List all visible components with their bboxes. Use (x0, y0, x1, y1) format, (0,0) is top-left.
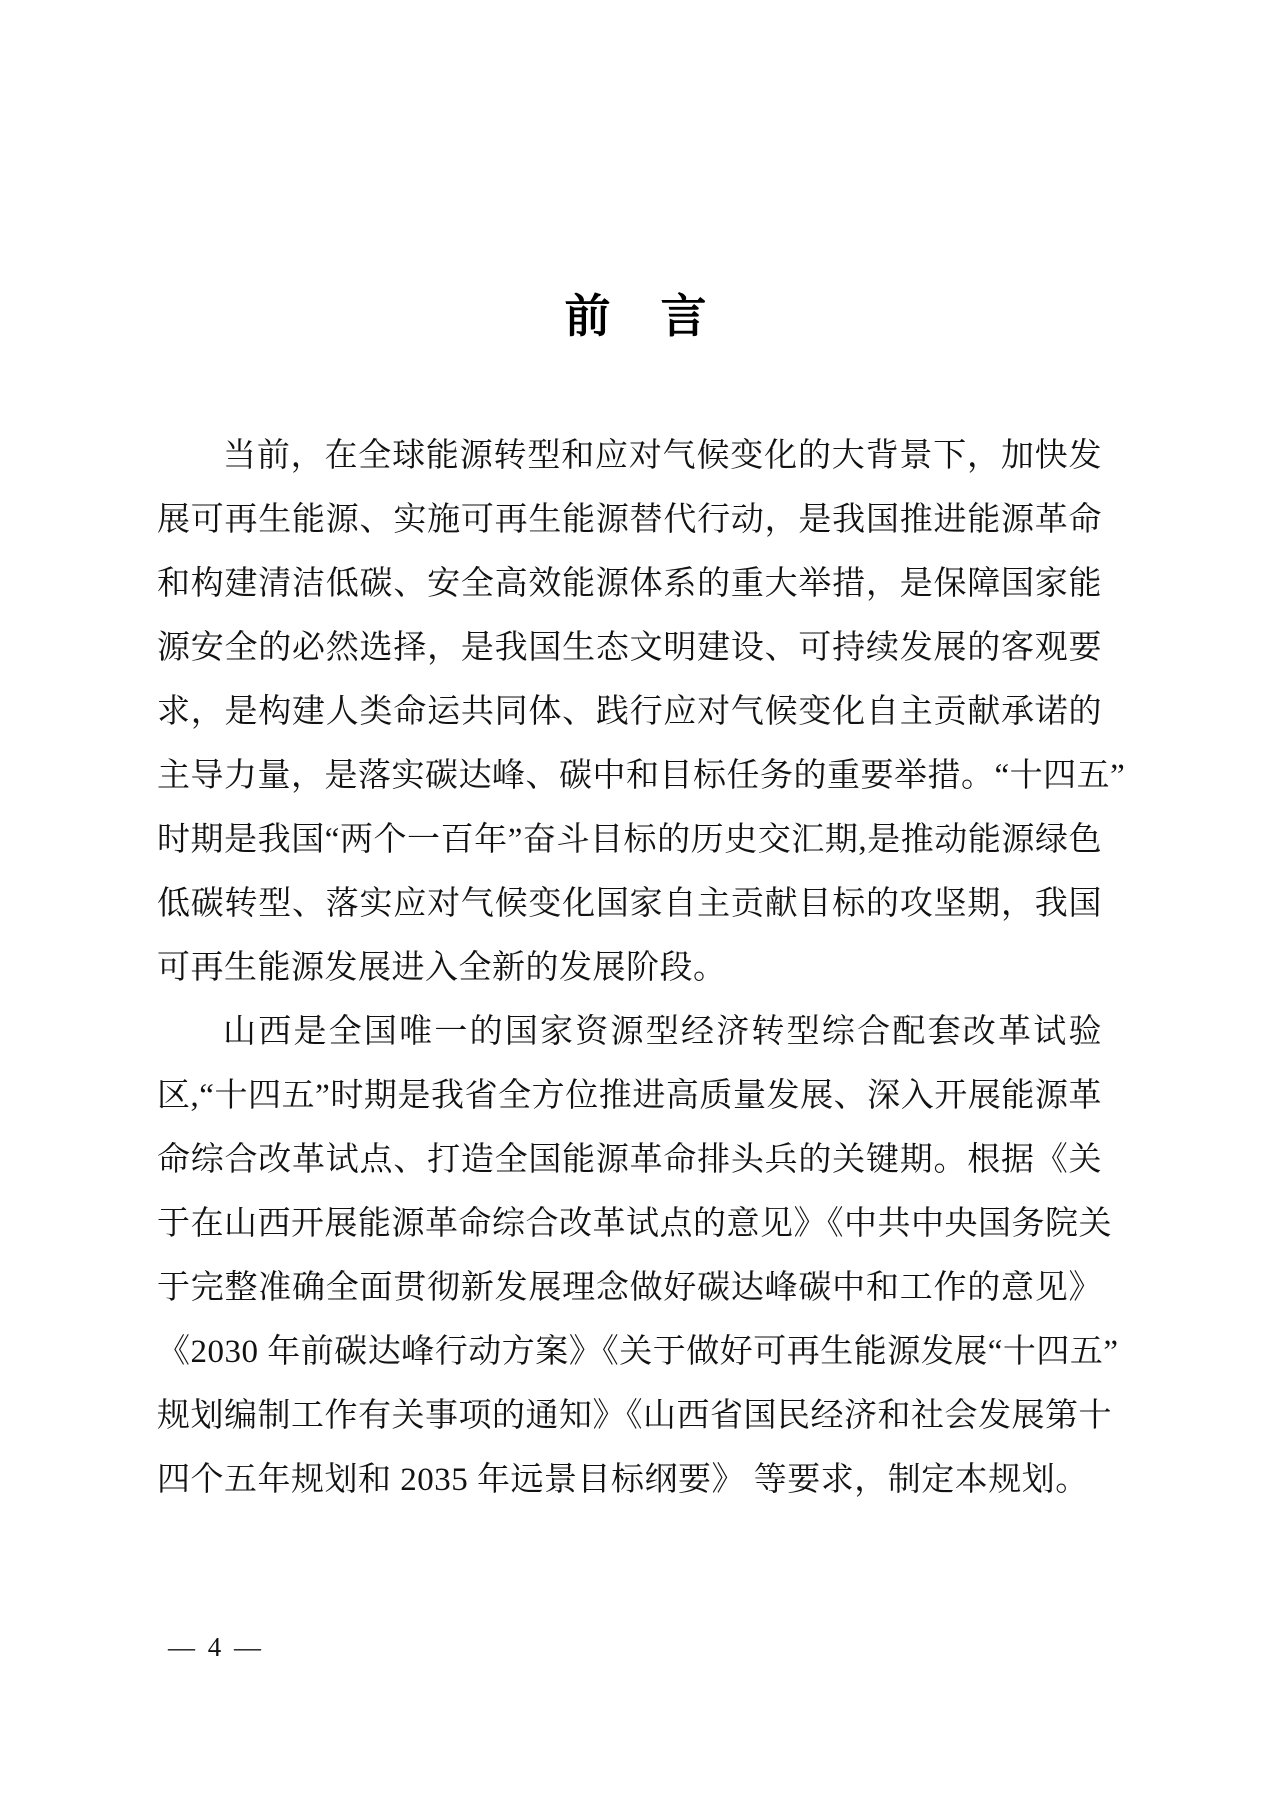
text-line: 可再生能源发展进入全新的发展阶段。 (157, 950, 727, 986)
text-line: 《2030 年前碳达峰行动方案》《关于做好可再生能源发展“十四五” (157, 1334, 1119, 1370)
text-line: 山西是全国唯一的国家资源型经济转型综合配套改革试验 (223, 1014, 1102, 1050)
text-line: 求，是构建人类命运共同体、践行应对气候变化自主贡献承诺的 (157, 694, 1102, 730)
page-title: 前 言 (564, 290, 709, 342)
text-line: 区,“十四五”时期是我省全方位推进高质量发展、深入开展能源革 (157, 1078, 1102, 1114)
text-line: 主导力量，是落实碳达峰、碳中和目标任务的重要举措。“十四五” (157, 758, 1126, 794)
page-number: — 4 — (168, 1632, 261, 1662)
text-line: 低碳转型、落实应对气候变化国家自主贡献目标的攻坚期，我国 (157, 886, 1102, 922)
text-line: 于完整准确全面贯彻新发展理念做好碳达峰碳中和工作的意见》 (157, 1270, 1102, 1306)
text-line: 当前，在全球能源转型和应对气候变化的大背景下，加快发 (223, 438, 1102, 474)
text-line: 源安全的必然选择，是我国生态文明建设、可持续发展的客观要 (157, 630, 1102, 666)
text-line: 时期是我国“两个一百年”奋斗目标的历史交汇期,是推动能源绿色 (157, 822, 1102, 858)
text-line: 四个五年规划和 2035 年远景目标纲要》 等要求，制定本规划。 (157, 1462, 1089, 1498)
text-line: 和构建清洁低碳、安全高效能源体系的重大举措，是保障国家能 (157, 566, 1102, 602)
text-line: 于在山西开展能源革命综合改革试点的意见》《中共中央国务院关 (157, 1206, 1112, 1242)
document-body (157, 424, 1126, 1512)
text-line: 规划编制工作有关事项的通知》《山西省国民经济和社会发展第十 (157, 1398, 1112, 1434)
text-line: 展可再生能源、实施可再生能源替代行动，是我国推进能源革命 (157, 502, 1102, 538)
text-line: 命综合改革试点、打造全国能源革命排头兵的关键期。根据《关 (157, 1142, 1102, 1178)
